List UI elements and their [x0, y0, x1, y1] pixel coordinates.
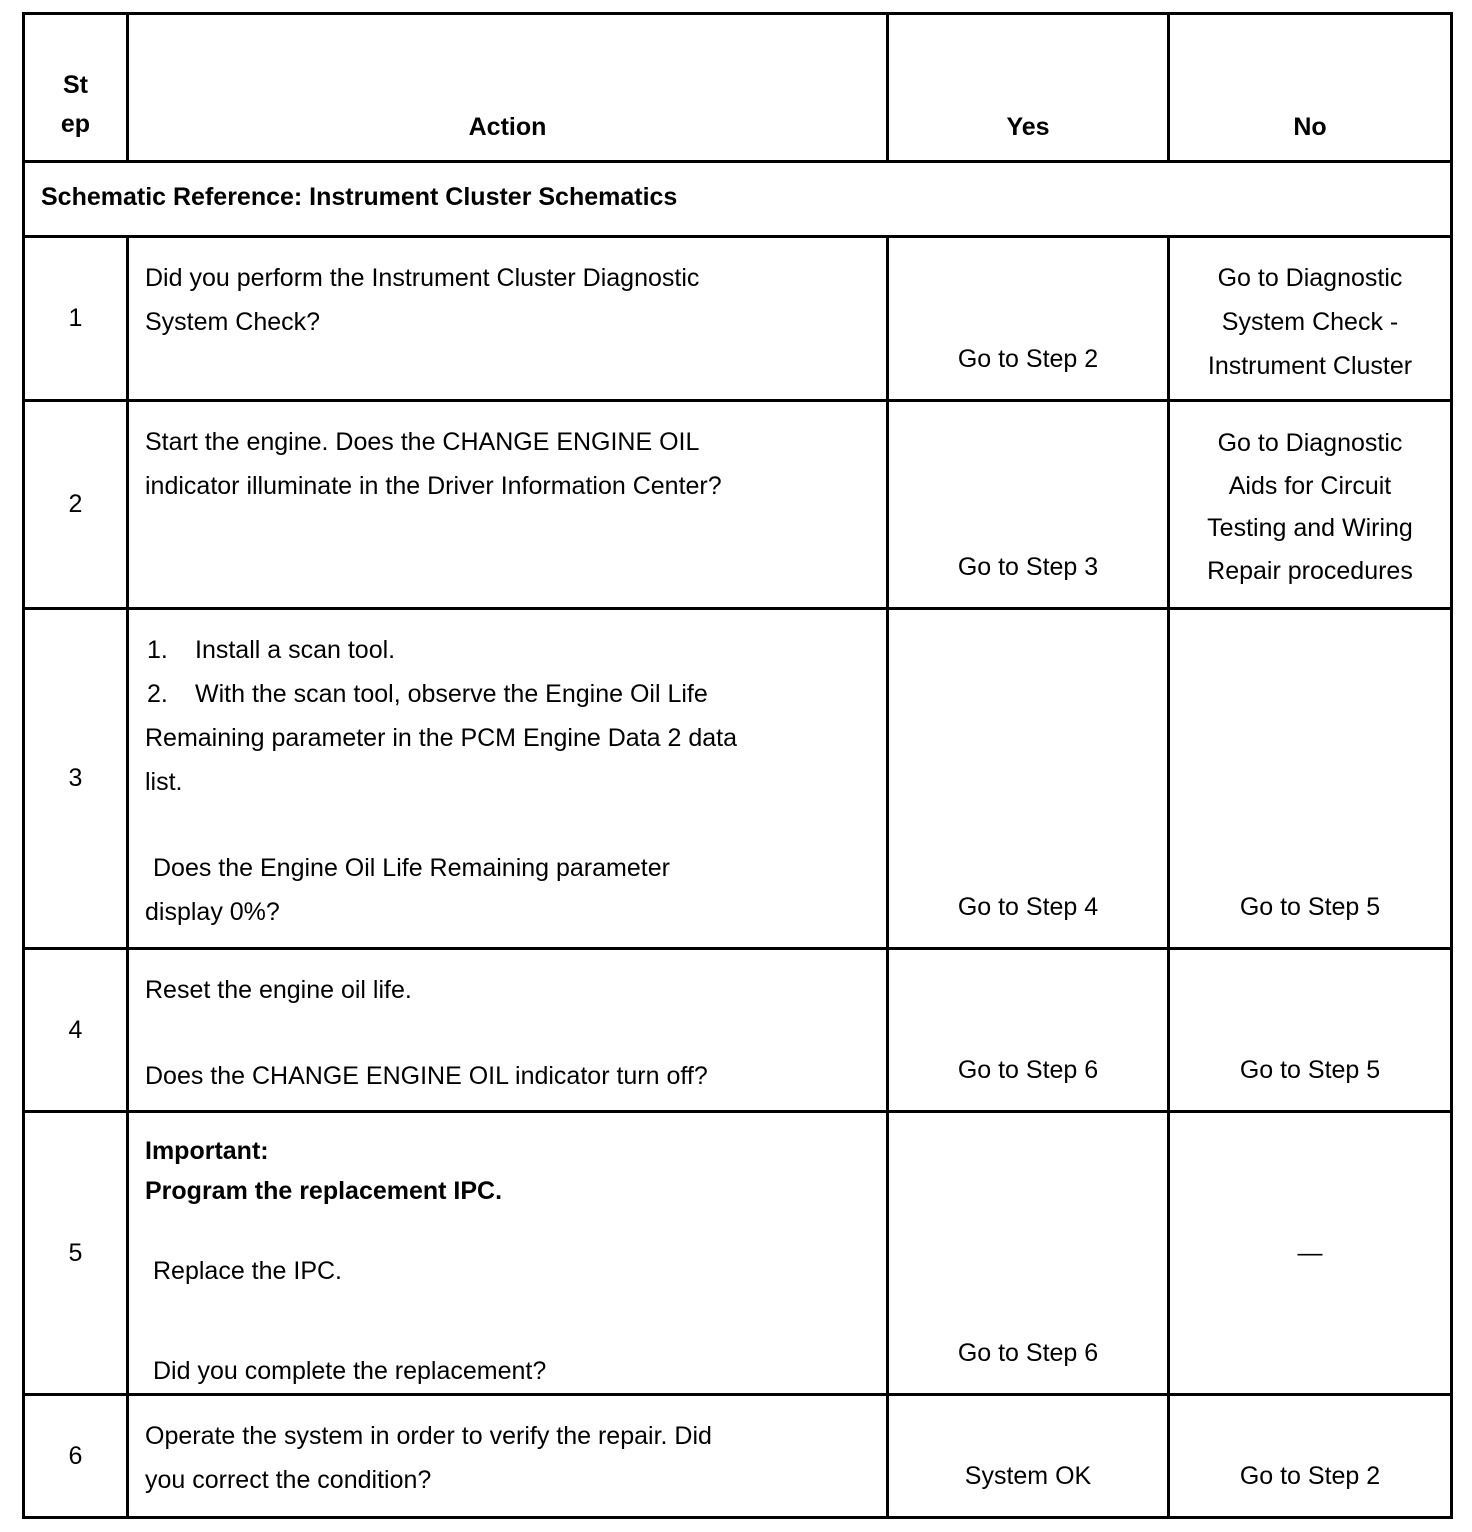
list-number: 1. — [147, 636, 168, 664]
no-text: Testing and Wiring — [1207, 514, 1413, 542]
yes-cell: Go to Step 6 — [888, 949, 1169, 1112]
step-header-line1: St — [63, 71, 88, 99]
action-text: you correct the condition? — [145, 1466, 432, 1494]
list-item — [145, 628, 872, 672]
no-cell: Go to Step 2 — [1169, 1395, 1452, 1518]
table-row — [24, 1395, 1452, 1518]
list-text: list. — [145, 768, 183, 796]
table-row — [24, 609, 1452, 949]
action-cell — [128, 1395, 888, 1518]
no-text: Repair procedures — [1207, 556, 1413, 585]
step-header-line2: ep — [60, 110, 91, 138]
yes-header: Yes — [888, 14, 1169, 162]
no-text: Instrument Cluster — [1207, 352, 1413, 380]
step-number: 4 — [24, 949, 128, 1112]
no-text: Aids for Circuit — [1228, 471, 1392, 500]
no-text: Go to Diagnostic — [1217, 429, 1403, 457]
question-text: Did you complete the replacement? — [153, 1357, 547, 1385]
yes-cell: Go to Step 3 — [888, 401, 1169, 609]
step-number: 2 — [24, 401, 128, 609]
important-label: Important: — [145, 1137, 269, 1165]
yes-cell: Go to Step 6 — [888, 1112, 1169, 1395]
question-text: Does the CHANGE ENGINE OIL indicator turn off? — [145, 1062, 708, 1090]
table-row — [24, 401, 1452, 609]
step-number: 6 — [24, 1395, 128, 1518]
no-text: Go to Diagnostic — [1217, 264, 1403, 292]
yes-cell: Go to Step 4 — [888, 609, 1169, 949]
action-cell — [128, 1112, 888, 1395]
no-cell: — — [1169, 1112, 1452, 1395]
table-row — [24, 1112, 1452, 1395]
action-text: Did you perform the Instrument Cluster Diagnostic — [145, 264, 700, 292]
no-cell: Go to Step 5 — [1169, 949, 1452, 1112]
step-header — [24, 14, 128, 162]
action-text: Reset the engine oil life. — [145, 976, 412, 1004]
step-number: 3 — [24, 609, 128, 949]
important-text: Program the replacement IPC. — [145, 1177, 503, 1205]
table-row — [24, 949, 1452, 1112]
table-row — [24, 237, 1452, 401]
question-text: Does the Engine Oil Life Remaining parameter — [153, 854, 670, 882]
no-text: System Check - — [1221, 308, 1399, 336]
list-item — [145, 672, 872, 716]
no-cell: Go to Step 5 — [1169, 609, 1452, 949]
no-cell — [1169, 237, 1452, 401]
action-cell — [128, 949, 888, 1112]
yes-cell: System OK — [888, 1395, 1169, 1518]
action-cell — [128, 237, 888, 401]
schematic-reference: Schematic Reference: Instrument Cluster Schematics — [24, 162, 1452, 237]
action-text: indicator illuminate in the Driver Information Center? — [145, 472, 722, 500]
action-text: Operate the system in order to verify the repair. Did — [145, 1422, 712, 1450]
yes-cell: Go to Step 2 — [888, 237, 1169, 401]
question-text: display 0%? — [145, 898, 280, 926]
header-row — [24, 14, 1452, 162]
list-number: 2. — [147, 680, 168, 708]
list-text: With the scan tool, observe the Engine Oil Life — [195, 680, 708, 708]
list-text: Install a scan tool. — [195, 636, 396, 664]
schematic-reference-row — [24, 162, 1452, 237]
action-text: Start the engine. Does the CHANGE ENGINE OIL — [145, 428, 700, 456]
action-header: Action — [128, 14, 888, 162]
diagnostic-table — [22, 12, 1453, 1519]
no-cell — [1169, 401, 1452, 609]
action-cell — [128, 401, 888, 609]
step-number: 5 — [24, 1112, 128, 1395]
no-header: No — [1169, 14, 1452, 162]
action-cell — [128, 609, 888, 949]
action-text: Replace the IPC. — [153, 1257, 342, 1285]
step-number: 1 — [24, 237, 128, 401]
action-text: System Check? — [145, 308, 321, 336]
list-text: Remaining parameter in the PCM Engine Data 2 data — [145, 724, 737, 752]
